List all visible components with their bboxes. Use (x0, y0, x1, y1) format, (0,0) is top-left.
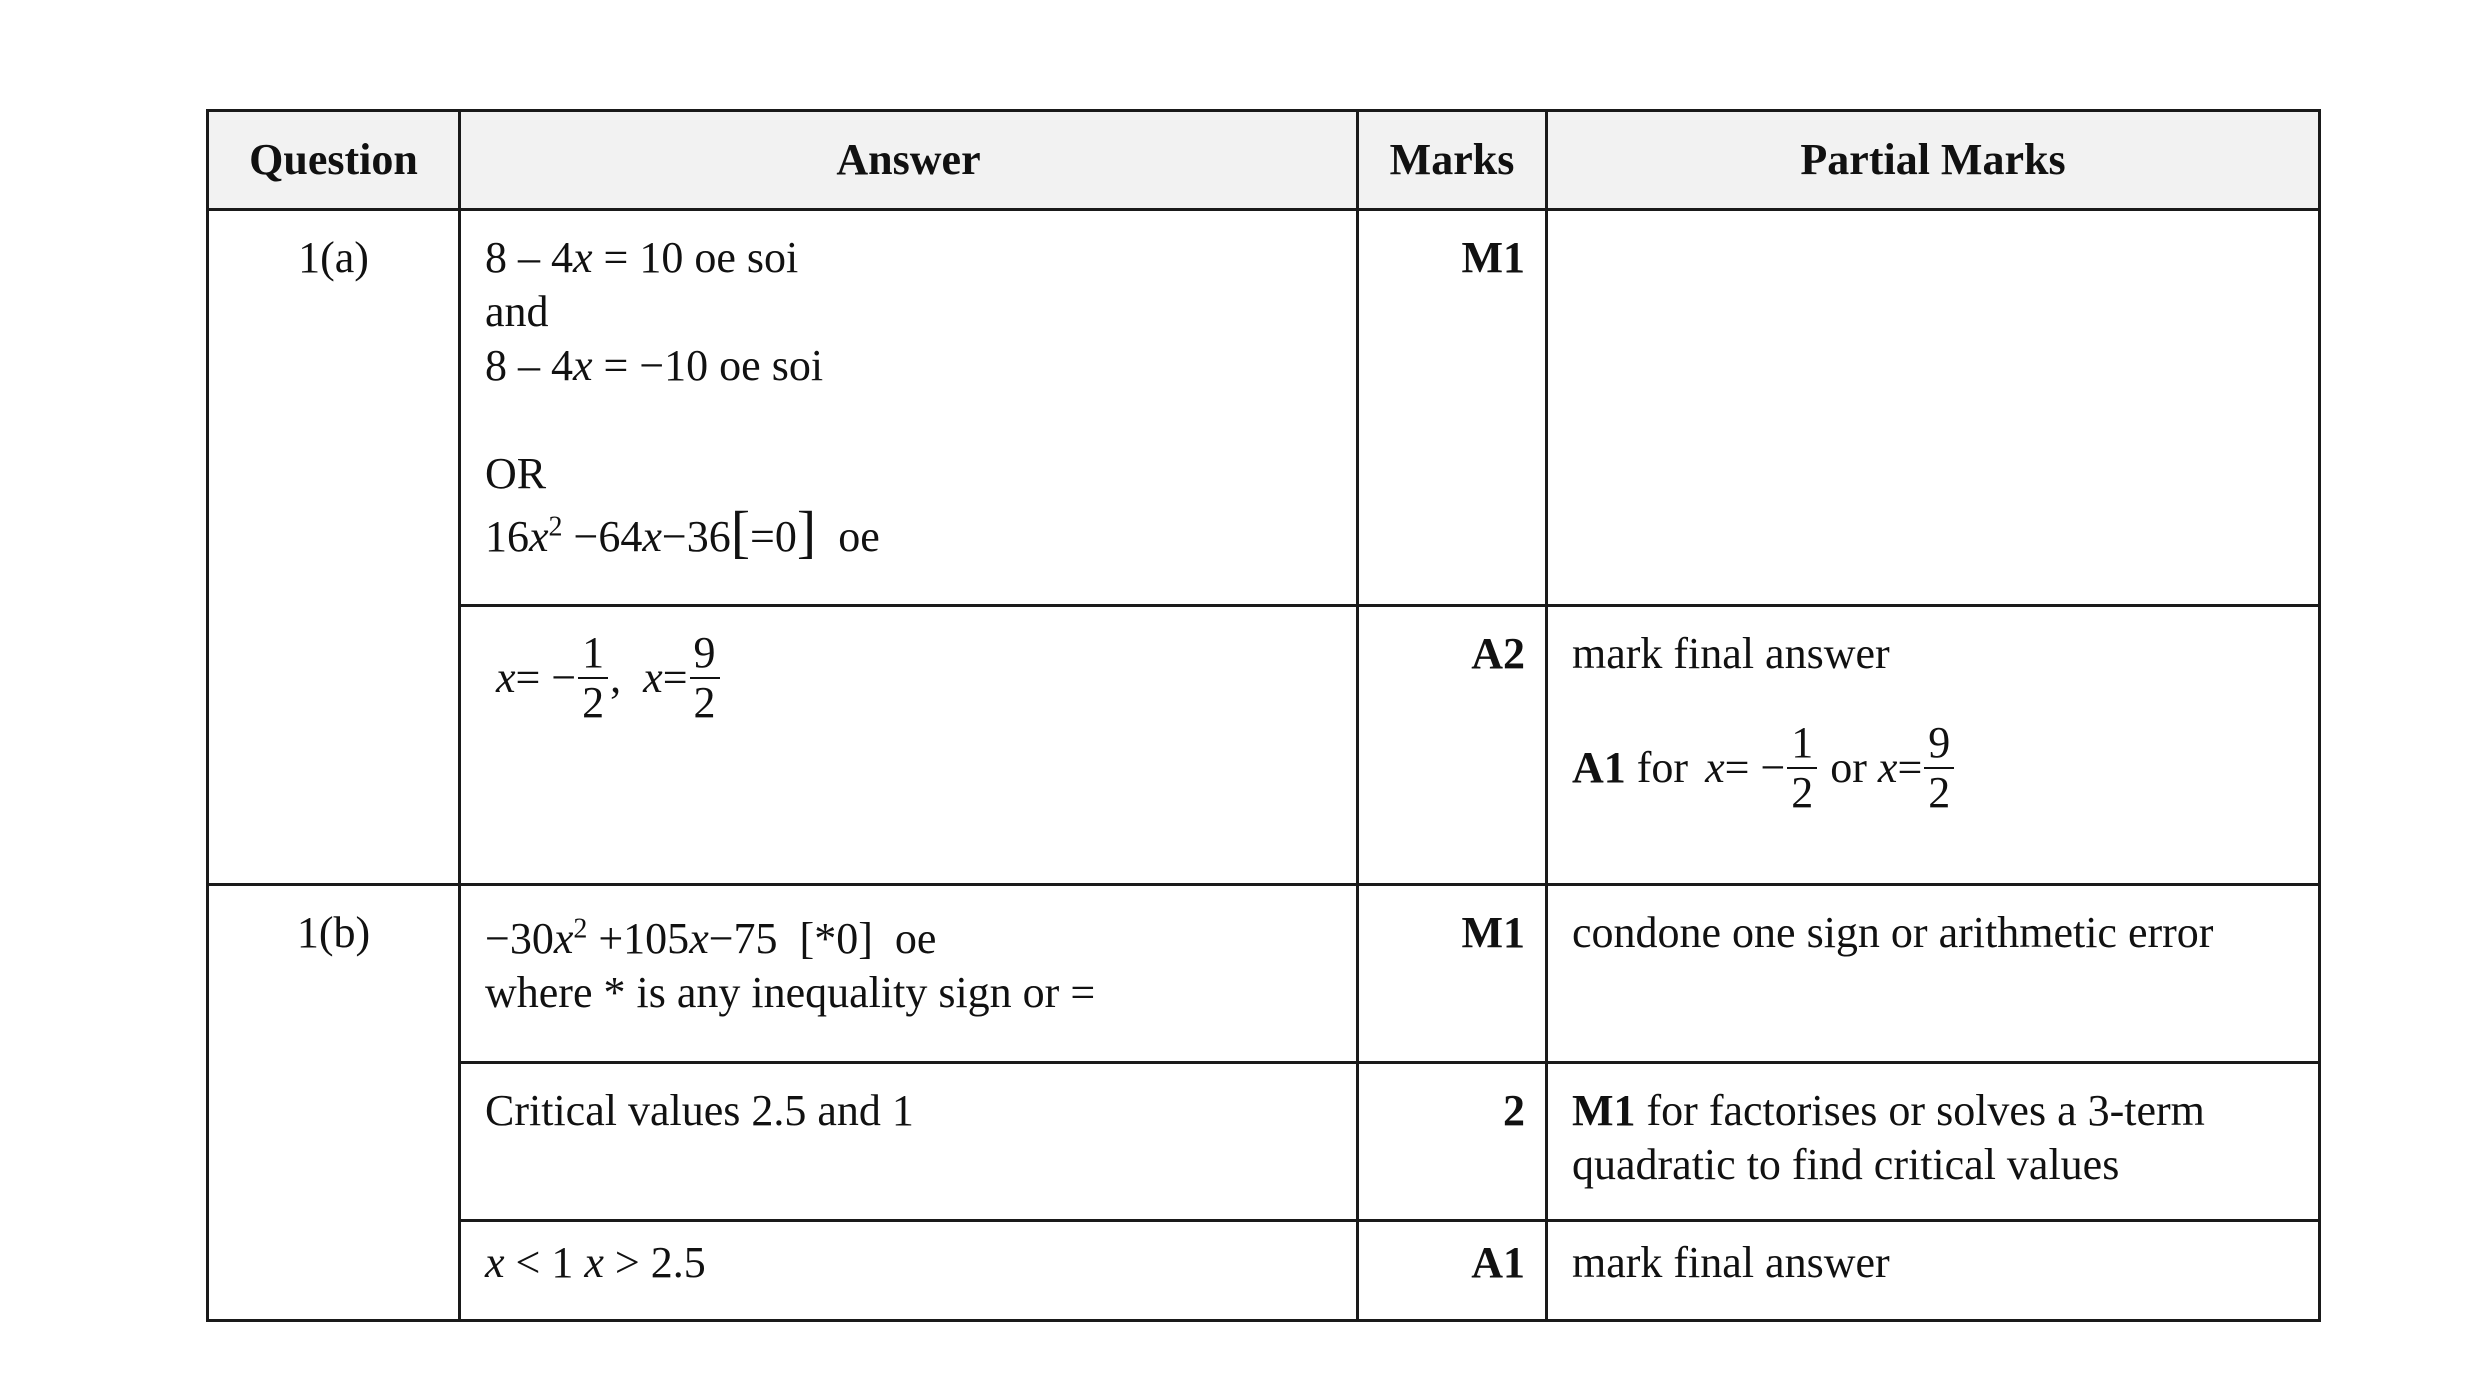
marks-cell: 2 (1358, 1063, 1547, 1221)
answer-line: and (485, 287, 549, 336)
partial-equation: A1 for x = − $\frac{1}{2}$ or x = $\frac{9}{2}$ (1572, 719, 2294, 817)
table-row (208, 885, 2320, 1063)
partial-text: quadratic to find critical values (1572, 1140, 2120, 1189)
table-row (208, 1063, 2320, 1221)
marks-cell: A1 (1358, 1221, 1547, 1321)
equation: $-30x^2 +105x-75$ [*0] oe (485, 913, 937, 963)
partial-marks-cell (1547, 606, 2320, 885)
answer-cell: x < 1 x > 2.5 (460, 1221, 1358, 1321)
mark-scheme-table (206, 109, 2321, 1322)
answer-line: where * is any inequality sign or = (485, 968, 1096, 1017)
equation: x = − $\frac{1}{2}$ , x = $\frac{9}{2}$ (485, 629, 1332, 727)
fraction: $\frac{9}{2}$ (690, 629, 720, 727)
answer-cell (460, 606, 1358, 885)
partial-marks-cell: condone one sign or arithmetic error (1547, 885, 2320, 1063)
partial-bold: M1 (1572, 1086, 1636, 1135)
answer-line: 8 – 4x = 10 oe soi (485, 233, 799, 282)
partial-marks-cell (1547, 210, 2320, 606)
table-row (208, 1221, 2320, 1321)
question-label-1a: 1(a) (208, 210, 460, 885)
answer-line: OR (485, 449, 547, 498)
partial-text: for factorises or solves a 3-term (1635, 1086, 2205, 1135)
fraction: $\frac{1}{2}$ (1787, 719, 1817, 817)
partial-text: mark final answer (1572, 629, 1890, 678)
header-question: Question (208, 111, 460, 210)
table-row (208, 210, 2320, 606)
header-marks: Marks (1358, 111, 1547, 210)
marks-cell: M1 (1358, 885, 1547, 1063)
equation: $16x^2 -64x-36[=0]$ oe (485, 499, 880, 564)
answer-cell (460, 885, 1358, 1063)
table-row (208, 606, 2320, 885)
answer-line: 8 – 4x = −10 oe soi (485, 341, 824, 390)
partial-marks-cell (1547, 1063, 2320, 1221)
header-answer: Answer (460, 111, 1358, 210)
answer-cell: Critical values 2.5 and 1 (460, 1063, 1358, 1221)
answer-cell (460, 210, 1358, 606)
header-row (208, 111, 2320, 210)
question-label-1b: 1(b) (208, 885, 460, 1321)
header-partial-marks: Partial Marks (1547, 111, 2320, 210)
partial-marks-cell: mark final answer (1547, 1221, 2320, 1321)
fraction: $\frac{1}{2}$ (578, 629, 608, 727)
marks-cell: A2 (1358, 606, 1547, 885)
marks-cell: M1 (1358, 210, 1547, 606)
fraction: $\frac{9}{2}$ (1924, 719, 1954, 817)
